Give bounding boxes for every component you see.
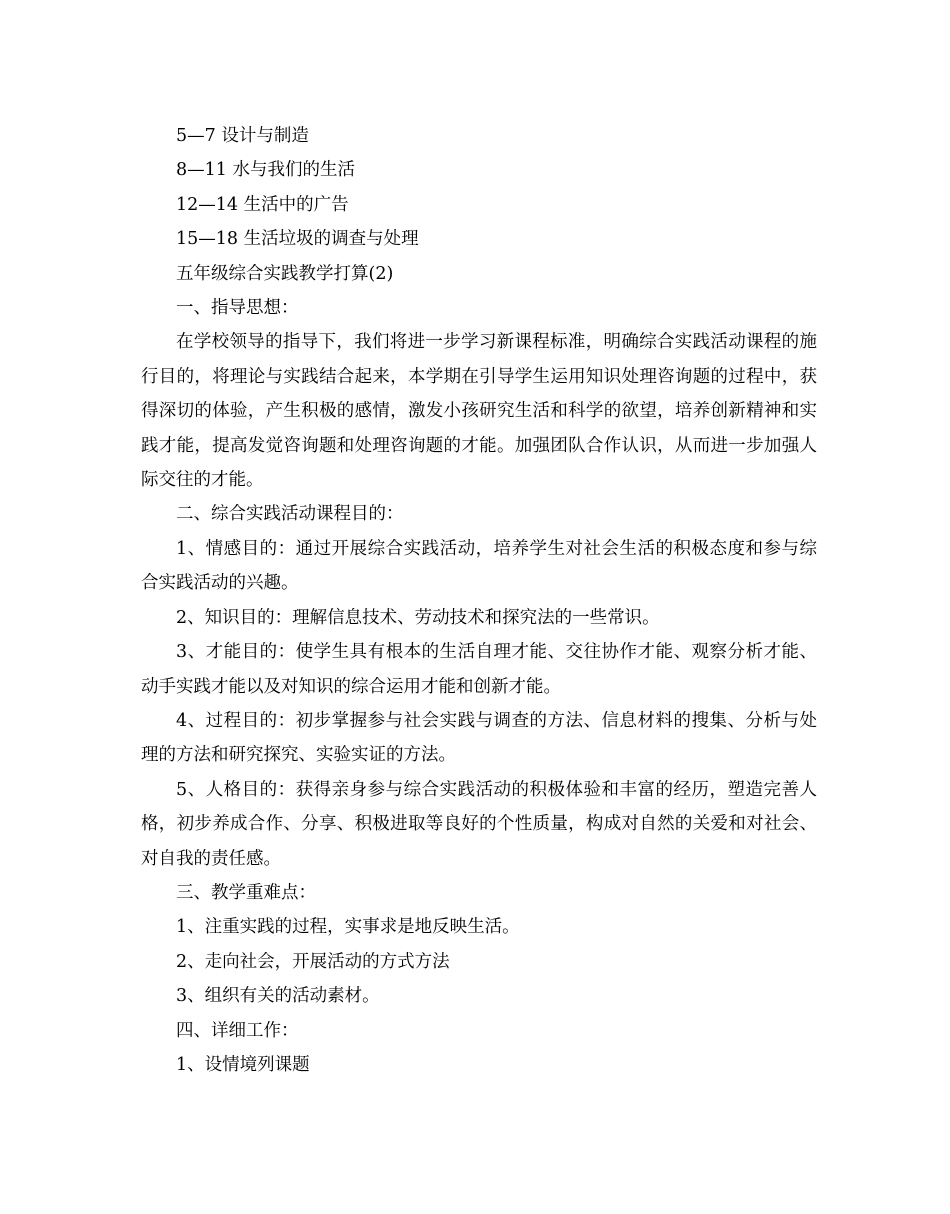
document-subtitle: 五年级综合实践教学打算(2) [176,263,394,284]
schedule-line-4: 15—18 生活垃圾的调查与处理 [176,229,419,250]
goal-item-2: 2、知识目的：理解信息技术、劳动技术和探究法的一些常识。 [176,607,660,628]
section-heading-2: 二、综合实践活动课程目的： [176,504,404,525]
section-heading-4: 四、详细工作： [176,1020,299,1041]
key-point-1: 1、注重实践的过程，实事求是地反映生活。 [176,917,520,938]
section-heading-1: 一、指导思想： [176,298,299,319]
goal-item-3: 3、才能目的：使学生具有根本的生活自理才能、交往协作才能、观察分析才能、动手实践才能以及对知识的综合运用才能和创新才能。 [141,642,817,697]
goal-item-5: 5、人格目的：获得亲身参与综合实践活动的积极体验和丰富的经历，塑造完善人格，初步养成合作、分享、积极进取等良好的个性质量，构成对自然的关爱和对社会、对自我的责任感。 [141,779,817,869]
key-point-3: 3、组织有关的活动素材。 [176,986,380,1007]
goal-item-4: 4、过程目的：初步掌握参与社会实践与调查的方法、信息材料的搜集、分析与处理的方法和研究探究、实验实证的方法。 [141,710,817,766]
schedule-line-2: 8—11 水与我们的生活 [176,160,355,181]
schedule-line-1: 5—7 设计与制造 [176,126,309,146]
schedule-line-3: 12—14 生活中的广告 [176,194,349,215]
goal-item-1: 1、情感目的：通过开展综合实践活动，培养学生对社会生活的积极态度和参与综合实践活动的兴趣。 [141,538,817,594]
guiding-thought-paragraph: 在学校领导的指导下，我们将进一步学习新课程标准，明确综合实践活动课程的施行目的，将理论与实践结合起来，本学期在引导学生运用知识处理咨询题的过程中，获得深切的体验，产生积极的感情，激发小孩研究生活和科学的欲望，培养创新精神和实践才能，提高发觉咨询题和处理咨询题的才能。加强团队合作认识，从而进一步加强人际交往的才能。 [141,332,817,491]
section-heading-3: 三、教学重难点： [176,882,316,903]
document-body [141,119,817,1082]
work-item-1: 1、设情境列课题 [176,1054,310,1075]
key-point-2: 2、走向社会，开展活动的方式方法 [176,951,450,972]
